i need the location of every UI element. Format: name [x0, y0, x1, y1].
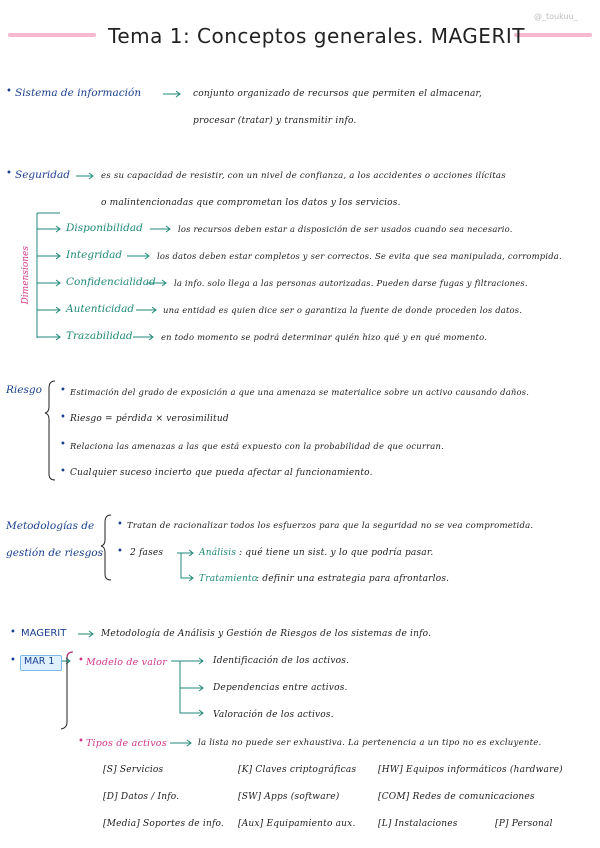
dim-name-confidencialidad: Confidencialidad [66, 276, 156, 288]
tipos-desc: la lista no puede ser exhaustiva. La pertenencia a un tipo no es excluyente. [198, 738, 542, 748]
riesgo-item-1: Estimación del grado de exposición a que una amenaza se materialice sobre un activo causando daños. [70, 387, 530, 397]
mar1-label: MAR 1 [24, 656, 55, 667]
metodologias-term-line2: gestión de riesgos [6, 547, 104, 559]
dim-desc-confidencialidad: la info. solo llega a las personas autorizadas. Pueden darse fugas y filtraciones. [174, 278, 528, 288]
modelo-item-2: Dependencias entre activos. [213, 683, 348, 693]
bullet: • [60, 439, 66, 450]
dim-desc-autenticidad: una entidad es quien dice ser o garantiza la fuente de donde proceden los datos. [163, 305, 523, 315]
seguridad-term: Seguridad [15, 169, 70, 181]
title-highlight-left [8, 33, 96, 37]
modelo-item-1: Identificación de los activos. [213, 656, 350, 666]
page-title: Tema 1: Conceptos generales. MAGERIT [108, 24, 525, 48]
bullet: • [10, 655, 16, 666]
metodologias-item-1: Tratan de racionalizar todos los esfuerzos para que la seguridad no se vea comprometida. [127, 521, 534, 531]
dim-desc-integridad: los datos deben estar completos y ser correctos. Se evita que sea manipulada, corrompida. [157, 251, 562, 261]
tipo-sw: [SW] Apps (software) [238, 792, 340, 802]
riesgo-term: Riesgo [6, 384, 42, 396]
tipo-claves: [K] Claves criptográficas [238, 765, 357, 775]
metodologias-fases: 2 fases [130, 548, 164, 558]
bullet: • [60, 466, 66, 477]
modelo-item-3: Valoración de los activos. [213, 710, 334, 720]
tipo-servicios: [S] Servicios [103, 765, 164, 775]
tipo-hw: [HW] Equipos informáticos (hardware) [378, 765, 563, 775]
bullet: • [6, 86, 12, 97]
watermark: @_toukuu_ [534, 12, 578, 21]
title-highlight-right [514, 33, 592, 37]
bullet: • [60, 412, 66, 423]
metodologias-term-line1: Metodologías de [6, 520, 95, 532]
tipo-p: [P] Personal [495, 819, 553, 829]
dim-name-integridad: Integridad [66, 249, 123, 261]
riesgo-item-2: Riesgo = pérdida × verosimilitud [70, 414, 229, 424]
bullet: • [10, 627, 16, 638]
tipo-media: [Media] Soportes de info. [103, 819, 224, 829]
sistema-line1: conjunto organizado de recursos que permiten el almacenar, [193, 89, 483, 99]
tipo-aux: [Aux] Equipamiento aux. [238, 819, 356, 829]
bullet: • [117, 546, 123, 557]
dim-desc-disponibilidad: los recursos deben estar a disposición de ser usados cuando sea necesario. [178, 224, 513, 234]
magerit-desc: Metodología de Análisis y Gestión de Riesgos de los sistemas de info. [101, 629, 432, 639]
bullet: • [78, 736, 84, 747]
seguridad-line1: es su capacidad de resistir, con un nivel de confianza, a los accidentes o acciones ilícitas [101, 171, 506, 181]
tipo-l: [L] Instalaciones [378, 819, 458, 829]
dim-name-trazabilidad: Trazabilidad [66, 330, 133, 342]
tipos-activos: Tipos de activos [86, 738, 167, 749]
tipo-com: [COM] Redes de comunicaciones [378, 792, 535, 802]
dim-name-autenticidad: Autenticidad [66, 303, 135, 315]
magerit-term: MAGERIT [21, 628, 67, 639]
bullet: • [78, 655, 84, 666]
dim-desc-trazabilidad: en todo momento se podrá determinar quién hizo qué y en qué momento. [161, 332, 488, 342]
riesgo-item-3: Relaciona las amenazas a las que está expuesto con la probabilidad de que ocurran. [70, 441, 444, 451]
fase-analisis-desc: : qué tiene un sist. y lo que podría pasar. [239, 548, 434, 558]
seguridad-line2: o malintencionadas que comprometan los datos y los servicios. [101, 198, 401, 208]
fase-tratamiento-name: Tratamiento [199, 574, 258, 584]
bullet: • [60, 385, 66, 396]
dim-name-disponibilidad: Disponibilidad [66, 222, 143, 234]
tipo-datos: [D] Datos / Info. [103, 792, 180, 802]
modelo-valor: Modelo de valor [86, 657, 167, 668]
bullet: • [117, 519, 123, 530]
fase-analisis-name: Análisis [199, 548, 237, 558]
riesgo-item-4: Cualquier suceso incierto que pueda afectar al funcionamiento. [70, 468, 373, 478]
fase-tratamiento-desc: : definir una estrategia para afrontarlos. [256, 574, 450, 584]
sistema-term: Sistema de información [15, 87, 142, 99]
dimensiones-label: Dimensiones [21, 246, 31, 305]
sistema-line2: procesar (tratar) y transmitir info. [193, 116, 357, 126]
bullet: • [6, 168, 12, 179]
